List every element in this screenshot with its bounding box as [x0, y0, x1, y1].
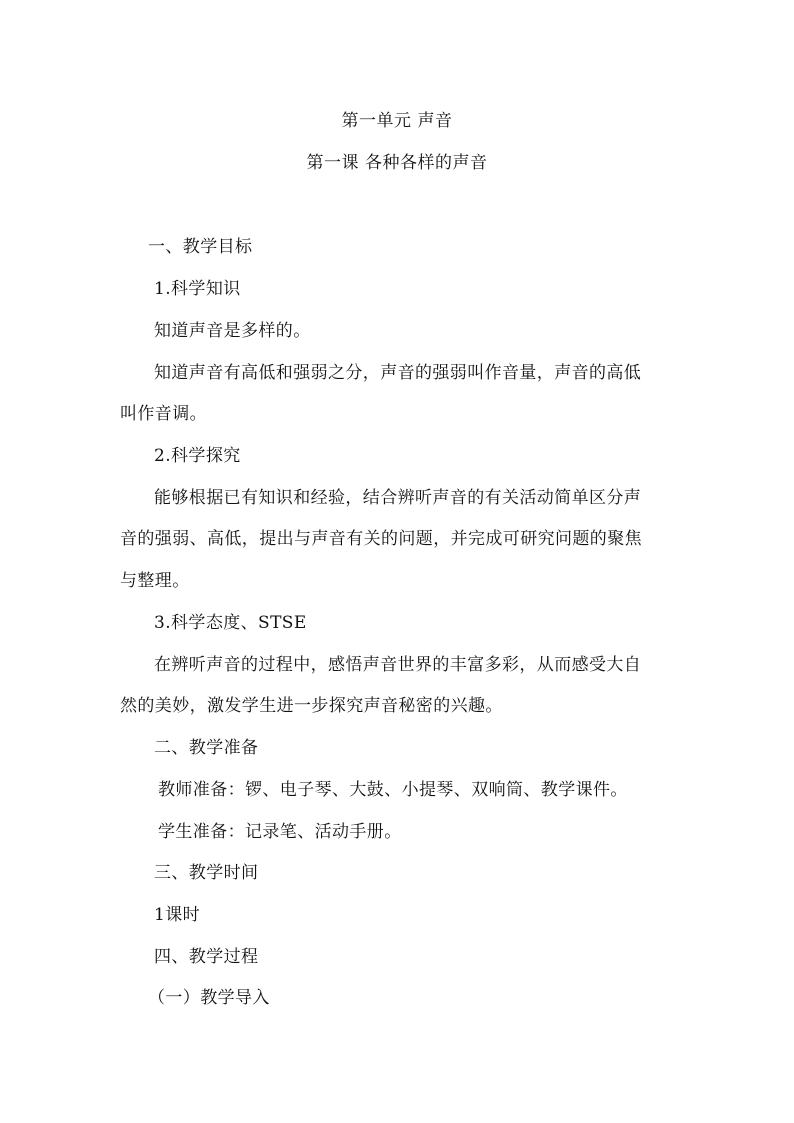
paragraph-line: 知道声音有高低和强弱之分，声音的强弱叫作音量，声音的高低	[154, 363, 642, 383]
paragraph-line: 1课时	[154, 905, 201, 925]
paragraph-line: 然的美妙，激发学生进一步探究声音秘密的兴趣。	[120, 696, 503, 716]
paragraph-line: 学生准备：记录笔、活动手册。	[158, 822, 402, 842]
subheading-science-attitude: 3.科学态度、STSE	[154, 613, 307, 633]
section-heading-time: 三、教学时间	[154, 863, 259, 883]
paragraph-line: 音的强弱、高低，提出与声音有关的问题，并完成可研究问题的聚焦	[120, 529, 642, 549]
paragraph-line: 能够根据已有知识和经验，结合辨听声音的有关活动简单区分声	[154, 488, 642, 508]
paragraph-line: 知道声音是多样的。	[154, 321, 311, 341]
subheading-science-knowledge: 1.科学知识	[154, 279, 241, 299]
subheading-science-inquiry: 2.科学探究	[154, 446, 241, 466]
paragraph-line: 叫作音调。	[120, 404, 207, 424]
unit-title: 第一单元 声音	[341, 111, 453, 131]
section-heading-objectives: 一、教学目标	[148, 237, 253, 257]
lesson-title: 第一课 各种各样的声音	[306, 153, 488, 173]
paragraph-line: 在辨听声音的过程中，感悟声音世界的丰富多彩，从而感受大自	[154, 655, 642, 675]
section-heading-process: 四、教学过程	[154, 947, 259, 967]
paragraph-line: 教师准备：锣、电子琴、大鼓、小提琴、双响筒、教学课件。	[158, 780, 628, 800]
paragraph-line: 与整理。	[120, 571, 190, 591]
section-heading-preparation: 二、教学准备	[154, 738, 259, 758]
subheading-introduction: （一）教学导入	[148, 988, 270, 1008]
